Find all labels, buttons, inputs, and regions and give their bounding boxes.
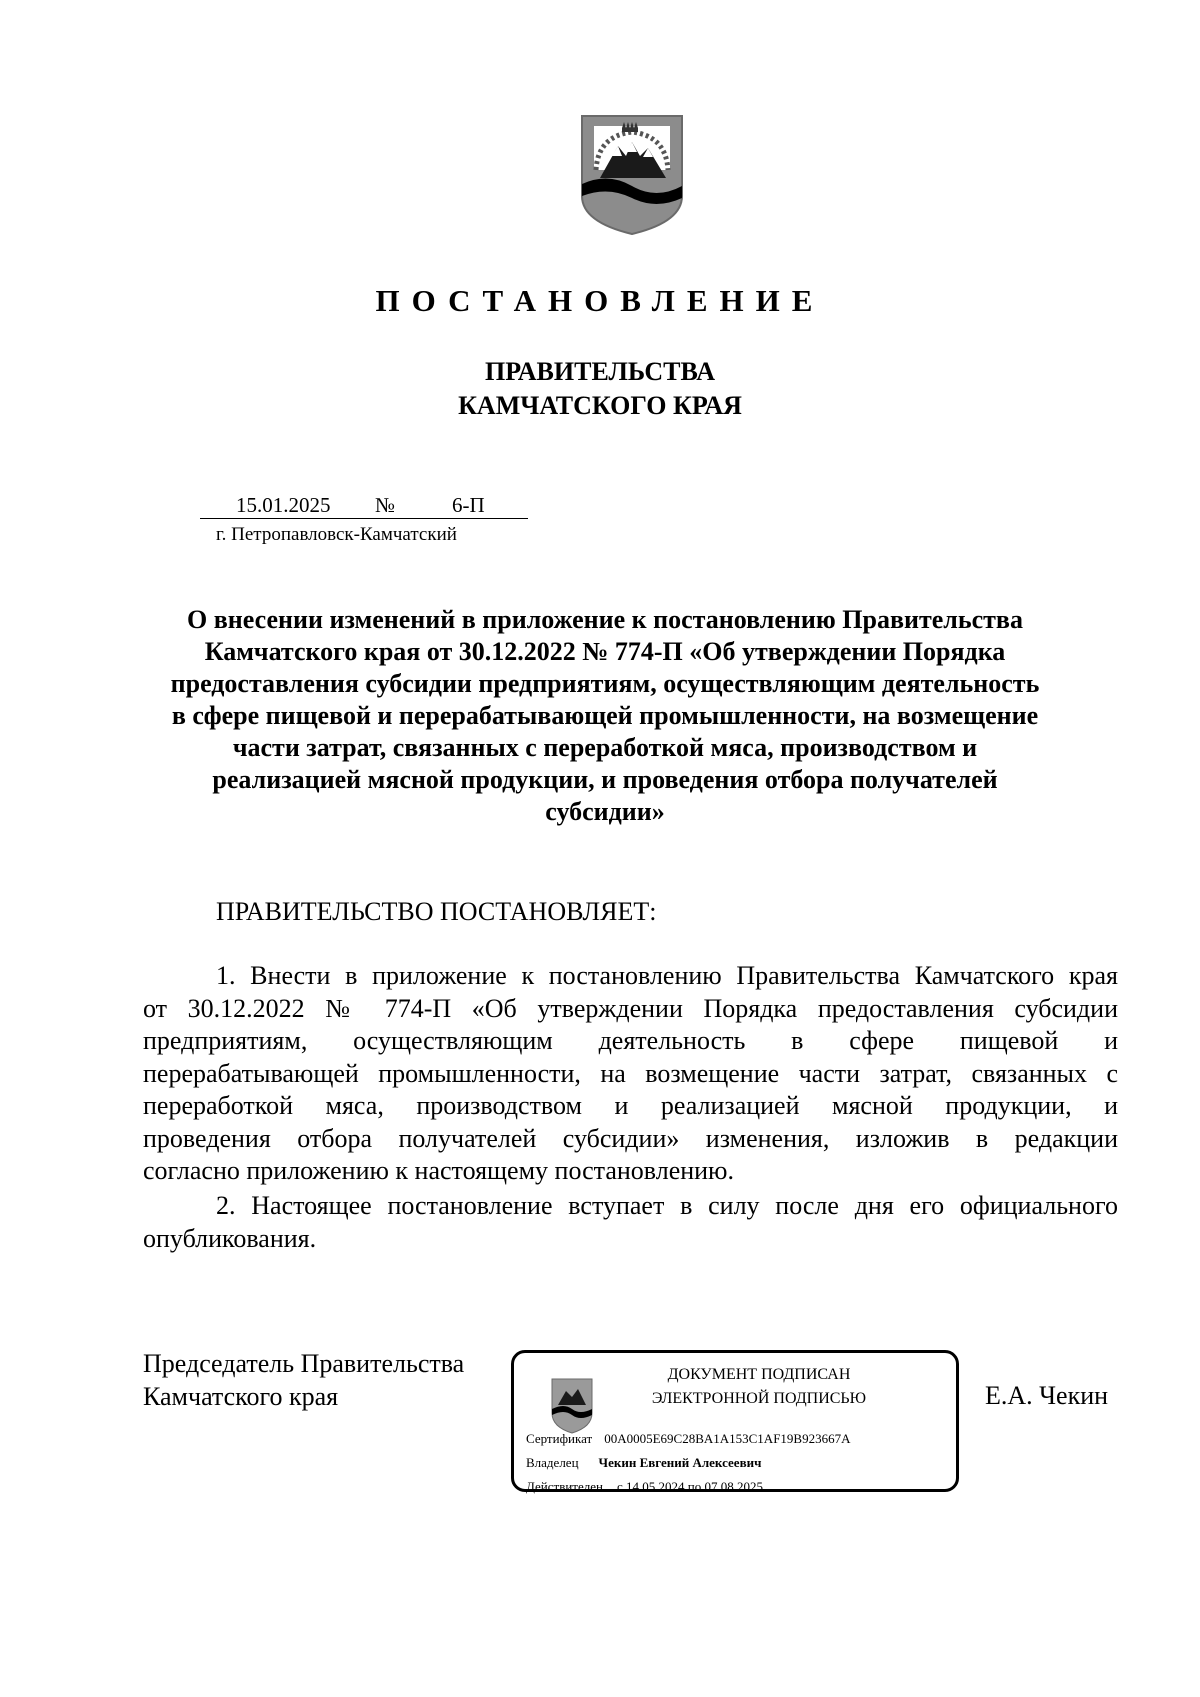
stamp-validity-row xyxy=(526,1479,763,1495)
title-line: реализацией мясной продукции, и проведения отбора получателей xyxy=(212,765,998,794)
paragraph-line: 1. Внести в приложение к постановлению Правительства Камчатского края xyxy=(216,961,1118,990)
stamp-emblem xyxy=(550,1377,594,1435)
title-line: О внесении изменений в приложение к постановлению Правительства xyxy=(187,605,1023,634)
issuer-line: КАМЧАТСКОГО КРАЯ xyxy=(458,391,742,420)
kamchatka-coat-of-arms-icon xyxy=(550,1377,594,1435)
paragraph-line: перерабатывающей промышленности, на возмещение части затрат, связанных с xyxy=(143,1058,1118,1088)
certificate-value: 00A0005E69C28BA1A153C1AF19B923667A xyxy=(604,1431,851,1446)
signer-position-line: Камчатского края xyxy=(143,1381,339,1411)
certificate-label: Сертификат xyxy=(526,1431,593,1446)
validity-label: Действителен xyxy=(526,1479,603,1494)
title-line: части затрат, связанных с переработкой мяса, производством и xyxy=(232,733,978,762)
owner-value: Чекин Евгений Алексеевич xyxy=(598,1455,762,1470)
decree-item-1 xyxy=(143,960,1118,1188)
title-line: предоставления субсидии предприятиям, осуществляющим деятельность xyxy=(170,669,1040,698)
paragraph-line: опубликования. xyxy=(143,1223,317,1253)
title-line: Камчатского края от 30.12.2022 № 774-П «Об утверждении Порядка xyxy=(204,637,1006,666)
title-line: субсидии» xyxy=(545,797,665,826)
decree-intro: ПРАВИТЕЛЬСТВО ПОСТАНОВЛЯЕТ: xyxy=(216,897,657,926)
document-place: г. Петропавловск-Камчатский xyxy=(216,524,457,545)
electronic-signature-stamp xyxy=(511,1350,959,1492)
signer-position xyxy=(143,1348,464,1413)
stamp-heading xyxy=(614,1363,904,1411)
signer-position-line: Председатель Правительства xyxy=(143,1349,465,1378)
document-title xyxy=(140,604,1070,828)
kamchatka-coat-of-arms-icon xyxy=(578,112,686,238)
decree-item-2 xyxy=(143,1190,1118,1255)
paragraph-line: согласно приложению к настоящему постановлению. xyxy=(143,1156,734,1185)
owner-label: Владелец xyxy=(526,1455,579,1470)
number-sign: № xyxy=(375,493,396,517)
document-type-heading: ПОСТАНОВЛЕНИЕ xyxy=(375,283,825,318)
issuer-heading xyxy=(0,355,1200,423)
date-number-line xyxy=(200,492,528,519)
paragraph-line: проведения отбора получателей субсидии» изменения, изложив в редакции xyxy=(143,1123,1118,1153)
signer-name: Е.А. Чекин xyxy=(985,1381,1109,1410)
paragraph-line: предприятиям, осуществляющим деятельность в сфере пищевой и xyxy=(143,1026,1118,1055)
issuer-line: ПРАВИТЕЛЬСТВА xyxy=(485,357,715,386)
stamp-owner-row xyxy=(526,1455,761,1471)
stamp-heading-line: ЭЛЕКТРОННОЙ ПОДПИСЬЮ xyxy=(651,1390,867,1407)
validity-value: с 14.05.2024 по 07.08.2025 xyxy=(616,1479,763,1494)
coat-of-arms-emblem xyxy=(578,112,686,238)
stamp-certificate-row xyxy=(526,1431,850,1447)
title-line: в сфере пищевой и перерабатывающей промышленности, на возмещение xyxy=(171,701,1039,730)
paragraph-line: от 30.12.2022 № 774-П «Об утверждении Порядка предоставления субсидии xyxy=(143,993,1118,1023)
paragraph-line: 2. Настоящее постановление вступает в силу после дня его официального xyxy=(216,1191,1118,1220)
document-date: 15.01.2025 xyxy=(236,493,331,517)
document-number: 6-П xyxy=(452,493,485,517)
paragraph-line: переработкой мяса, производством и реализацией мясной продукции, и xyxy=(143,1091,1118,1120)
stamp-heading-line: ДОКУМЕНТ ПОДПИСАН xyxy=(667,1366,851,1383)
